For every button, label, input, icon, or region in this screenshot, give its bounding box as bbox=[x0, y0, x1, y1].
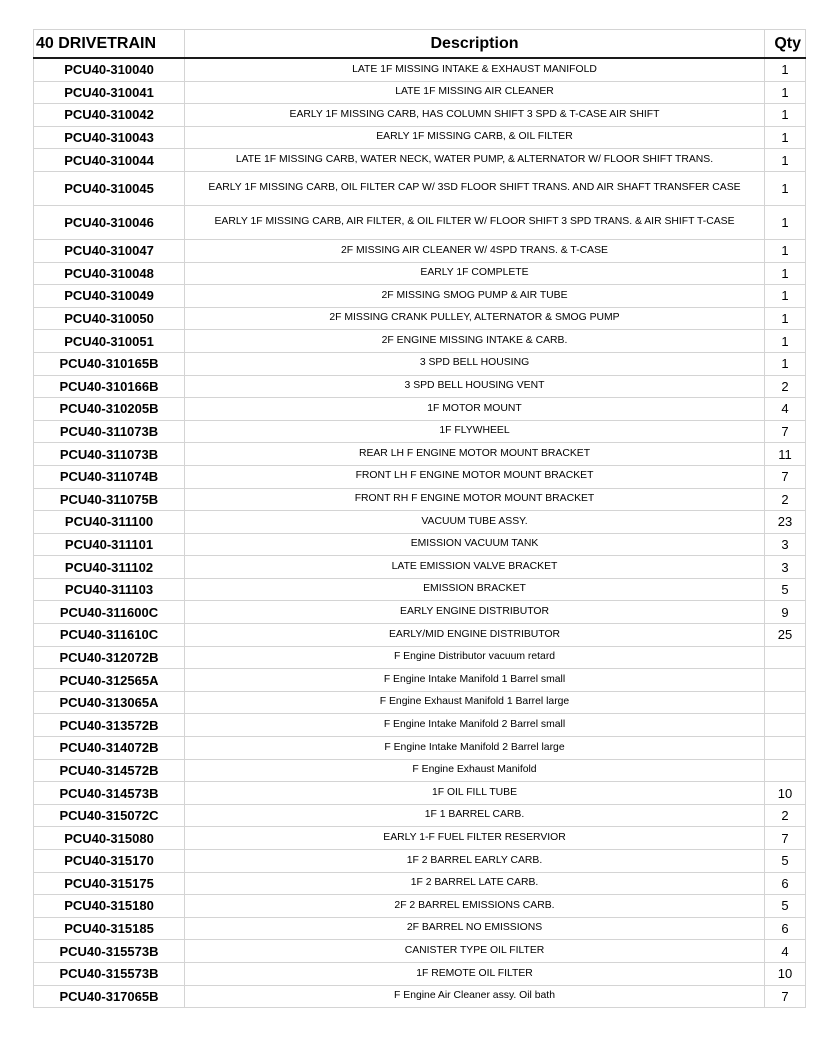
table-row bbox=[34, 205, 806, 239]
quantity-cell: 10 bbox=[765, 962, 806, 985]
table-row bbox=[34, 804, 806, 827]
part-number-cell: PCU40-313572B bbox=[34, 714, 185, 737]
quantity-cell: 9 bbox=[765, 601, 806, 624]
part-number-cell: PCU40-311100 bbox=[34, 511, 185, 534]
table-row bbox=[34, 917, 806, 940]
quantity-cell: 1 bbox=[765, 104, 806, 127]
part-number-cell: PCU40-315080 bbox=[34, 827, 185, 850]
part-number-cell: PCU40-315573B bbox=[34, 940, 185, 963]
table-row bbox=[34, 104, 806, 127]
description-cell: 3 SPD BELL HOUSING bbox=[185, 352, 765, 375]
description-cell: 2F MISSING SMOG PUMP & AIR TUBE bbox=[185, 285, 765, 308]
table-row bbox=[34, 646, 806, 669]
part-number-cell: PCU40-314573B bbox=[34, 782, 185, 805]
quantity-cell: 7 bbox=[765, 827, 806, 850]
description-cell: LATE 1F MISSING INTAKE & EXHAUST MANIFOLD bbox=[185, 58, 765, 81]
table-row bbox=[34, 782, 806, 805]
description-cell: 1F 2 BARREL EARLY CARB. bbox=[185, 850, 765, 873]
quantity-cell: 6 bbox=[765, 917, 806, 940]
quantity-cell: 5 bbox=[765, 895, 806, 918]
description-cell: 1F REMOTE OIL FILTER bbox=[185, 962, 765, 985]
table-row bbox=[34, 285, 806, 308]
quantity-cell: 1 bbox=[765, 352, 806, 375]
quantity-cell: 7 bbox=[765, 420, 806, 443]
description-cell: F Engine Distributor vacuum retard bbox=[185, 646, 765, 669]
table-row bbox=[34, 669, 806, 692]
table-row bbox=[34, 985, 806, 1008]
table-row bbox=[34, 578, 806, 601]
table-row bbox=[34, 872, 806, 895]
part-number-cell: PCU40-311101 bbox=[34, 533, 185, 556]
quantity-cell bbox=[765, 646, 806, 669]
table-row bbox=[34, 262, 806, 285]
table-row bbox=[34, 465, 806, 488]
quantity-cell: 6 bbox=[765, 872, 806, 895]
part-number-cell: PCU40-310045 bbox=[34, 171, 185, 205]
description-column-header: Description bbox=[185, 30, 765, 59]
header-row bbox=[34, 30, 806, 59]
part-number-cell: PCU40-310049 bbox=[34, 285, 185, 308]
quantity-column-header: Qty bbox=[765, 30, 806, 59]
part-number-cell: PCU40-315573B bbox=[34, 962, 185, 985]
table-row bbox=[34, 895, 806, 918]
quantity-cell: 23 bbox=[765, 511, 806, 534]
quantity-cell bbox=[765, 691, 806, 714]
table-row bbox=[34, 511, 806, 534]
part-number-cell: PCU40-317065B bbox=[34, 985, 185, 1008]
quantity-cell: 5 bbox=[765, 850, 806, 873]
part-number-cell: PCU40-310205B bbox=[34, 398, 185, 421]
part-number-cell: PCU40-315175 bbox=[34, 872, 185, 895]
parts-inventory-table bbox=[33, 29, 806, 1008]
part-number-cell: PCU40-310051 bbox=[34, 330, 185, 353]
description-cell: EARLY/MID ENGINE DISTRIBUTOR bbox=[185, 624, 765, 647]
description-cell: 2F 2 BARREL EMISSIONS CARB. bbox=[185, 895, 765, 918]
table-row bbox=[34, 171, 806, 205]
quantity-cell: 2 bbox=[765, 375, 806, 398]
part-number-cell: PCU40-311075B bbox=[34, 488, 185, 511]
table-row bbox=[34, 398, 806, 421]
description-cell: 1F FLYWHEEL bbox=[185, 420, 765, 443]
description-cell: EARLY 1-F FUEL FILTER RESERVIOR bbox=[185, 827, 765, 850]
quantity-cell: 4 bbox=[765, 940, 806, 963]
table-header bbox=[34, 30, 806, 59]
description-cell: F Engine Intake Manifold 2 Barrel large bbox=[185, 737, 765, 760]
table-row bbox=[34, 375, 806, 398]
table-row bbox=[34, 149, 806, 172]
description-cell: 1F 2 BARREL LATE CARB. bbox=[185, 872, 765, 895]
table-row bbox=[34, 827, 806, 850]
description-cell: EARLY 1F MISSING CARB, OIL FILTER CAP W/ 3SD FLOOR SHIFT TRANS. AND AIR SHAFT TRANSFER CASE bbox=[185, 171, 765, 205]
part-number-cell: PCU40-311600C bbox=[34, 601, 185, 624]
part-number-cell: PCU40-315180 bbox=[34, 895, 185, 918]
description-cell: 3 SPD BELL HOUSING VENT bbox=[185, 375, 765, 398]
table-row bbox=[34, 488, 806, 511]
description-cell: 2F ENGINE MISSING INTAKE & CARB. bbox=[185, 330, 765, 353]
quantity-cell: 1 bbox=[765, 58, 806, 81]
table-row bbox=[34, 58, 806, 81]
table-row bbox=[34, 352, 806, 375]
description-cell: LATE 1F MISSING AIR CLEANER bbox=[185, 81, 765, 104]
part-number-cell: PCU40-314572B bbox=[34, 759, 185, 782]
description-cell: 1F 1 BARREL CARB. bbox=[185, 804, 765, 827]
part-number-cell: PCU40-311074B bbox=[34, 465, 185, 488]
table-row bbox=[34, 443, 806, 466]
quantity-cell: 5 bbox=[765, 578, 806, 601]
table-row bbox=[34, 420, 806, 443]
description-cell: F Engine Exhaust Manifold bbox=[185, 759, 765, 782]
description-cell: VACUUM TUBE ASSY. bbox=[185, 511, 765, 534]
quantity-cell: 1 bbox=[765, 285, 806, 308]
quantity-cell: 1 bbox=[765, 307, 806, 330]
table-row bbox=[34, 714, 806, 737]
quantity-cell bbox=[765, 759, 806, 782]
part-number-cell: PCU40-311610C bbox=[34, 624, 185, 647]
quantity-cell: 1 bbox=[765, 262, 806, 285]
description-cell: 2F BARREL NO EMISSIONS bbox=[185, 917, 765, 940]
part-number-column-header: 40 DRIVETRAIN bbox=[34, 30, 185, 59]
quantity-cell: 1 bbox=[765, 330, 806, 353]
quantity-cell: 2 bbox=[765, 804, 806, 827]
description-cell: EARLY 1F COMPLETE bbox=[185, 262, 765, 285]
description-cell: 1F MOTOR MOUNT bbox=[185, 398, 765, 421]
part-number-cell: PCU40-310048 bbox=[34, 262, 185, 285]
description-cell: REAR LH F ENGINE MOTOR MOUNT BRACKET bbox=[185, 443, 765, 466]
quantity-cell: 1 bbox=[765, 171, 806, 205]
quantity-cell: 4 bbox=[765, 398, 806, 421]
description-cell: F Engine Air Cleaner assy. Oil bath bbox=[185, 985, 765, 1008]
table-row bbox=[34, 533, 806, 556]
table-row bbox=[34, 759, 806, 782]
quantity-cell: 2 bbox=[765, 488, 806, 511]
description-cell: EARLY ENGINE DISTRIBUTOR bbox=[185, 601, 765, 624]
description-cell: CANISTER TYPE OIL FILTER bbox=[185, 940, 765, 963]
description-cell: EARLY 1F MISSING CARB, HAS COLUMN SHIFT 3 SPD & T-CASE AIR SHIFT bbox=[185, 104, 765, 127]
quantity-cell bbox=[765, 714, 806, 737]
part-number-cell: PCU40-310166B bbox=[34, 375, 185, 398]
quantity-cell: 25 bbox=[765, 624, 806, 647]
table-row bbox=[34, 330, 806, 353]
table-row bbox=[34, 307, 806, 330]
description-cell: LATE 1F MISSING CARB, WATER NECK, WATER PUMP, & ALTERNATOR W/ FLOOR SHIFT TRANS. bbox=[185, 149, 765, 172]
table-row bbox=[34, 962, 806, 985]
description-cell: F Engine Exhaust Manifold 1 Barrel large bbox=[185, 691, 765, 714]
quantity-cell: 7 bbox=[765, 985, 806, 1008]
table-row bbox=[34, 691, 806, 714]
part-number-cell: PCU40-312565A bbox=[34, 669, 185, 692]
part-number-cell: PCU40-315072C bbox=[34, 804, 185, 827]
description-cell: 2F MISSING CRANK PULLEY, ALTERNATOR & SMOG PUMP bbox=[185, 307, 765, 330]
table-row bbox=[34, 81, 806, 104]
description-cell: 1F OIL FILL TUBE bbox=[185, 782, 765, 805]
description-cell: FRONT RH F ENGINE MOTOR MOUNT BRACKET bbox=[185, 488, 765, 511]
quantity-cell: 1 bbox=[765, 126, 806, 149]
description-cell: EARLY 1F MISSING CARB, & OIL FILTER bbox=[185, 126, 765, 149]
part-number-cell: PCU40-310046 bbox=[34, 205, 185, 239]
quantity-cell: 1 bbox=[765, 81, 806, 104]
quantity-cell: 3 bbox=[765, 533, 806, 556]
quantity-cell: 7 bbox=[765, 465, 806, 488]
table-row bbox=[34, 940, 806, 963]
part-number-cell: PCU40-310165B bbox=[34, 352, 185, 375]
quantity-cell: 1 bbox=[765, 205, 806, 239]
part-number-cell: PCU40-310042 bbox=[34, 104, 185, 127]
table-row bbox=[34, 556, 806, 579]
part-number-cell: PCU40-310040 bbox=[34, 58, 185, 81]
part-number-cell: PCU40-310041 bbox=[34, 81, 185, 104]
part-number-cell: PCU40-310043 bbox=[34, 126, 185, 149]
quantity-cell bbox=[765, 669, 806, 692]
quantity-cell: 11 bbox=[765, 443, 806, 466]
table-row bbox=[34, 601, 806, 624]
part-number-cell: PCU40-311073B bbox=[34, 443, 185, 466]
table-row bbox=[34, 624, 806, 647]
table-row bbox=[34, 737, 806, 760]
quantity-cell: 1 bbox=[765, 149, 806, 172]
table-row bbox=[34, 239, 806, 262]
quantity-cell: 1 bbox=[765, 239, 806, 262]
table-body bbox=[34, 58, 806, 1008]
part-number-cell: PCU40-313065A bbox=[34, 691, 185, 714]
description-cell: LATE EMISSION VALVE BRACKET bbox=[185, 556, 765, 579]
description-cell: F Engine Intake Manifold 2 Barrel small bbox=[185, 714, 765, 737]
part-number-cell: PCU40-314072B bbox=[34, 737, 185, 760]
table-row bbox=[34, 126, 806, 149]
part-number-cell: PCU40-315185 bbox=[34, 917, 185, 940]
part-number-cell: PCU40-310050 bbox=[34, 307, 185, 330]
description-cell: F Engine Intake Manifold 1 Barrel small bbox=[185, 669, 765, 692]
quantity-cell: 3 bbox=[765, 556, 806, 579]
quantity-cell bbox=[765, 737, 806, 760]
part-number-cell: PCU40-312072B bbox=[34, 646, 185, 669]
part-number-cell: PCU40-310047 bbox=[34, 239, 185, 262]
part-number-cell: PCU40-311102 bbox=[34, 556, 185, 579]
table-row bbox=[34, 850, 806, 873]
description-cell: EARLY 1F MISSING CARB, AIR FILTER, & OIL FILTER W/ FLOOR SHIFT 3 SPD TRANS. & AIR SHIFT T-CASE bbox=[185, 205, 765, 239]
quantity-cell: 10 bbox=[765, 782, 806, 805]
part-number-cell: PCU40-311103 bbox=[34, 578, 185, 601]
part-number-cell: PCU40-315170 bbox=[34, 850, 185, 873]
part-number-cell: PCU40-311073B bbox=[34, 420, 185, 443]
description-cell: EMISSION BRACKET bbox=[185, 578, 765, 601]
description-cell: EMISSION VACUUM TANK bbox=[185, 533, 765, 556]
part-number-cell: PCU40-310044 bbox=[34, 149, 185, 172]
description-cell: 2F MISSING AIR CLEANER W/ 4SPD TRANS. & T-CASE bbox=[185, 239, 765, 262]
description-cell: FRONT LH F ENGINE MOTOR MOUNT BRACKET bbox=[185, 465, 765, 488]
